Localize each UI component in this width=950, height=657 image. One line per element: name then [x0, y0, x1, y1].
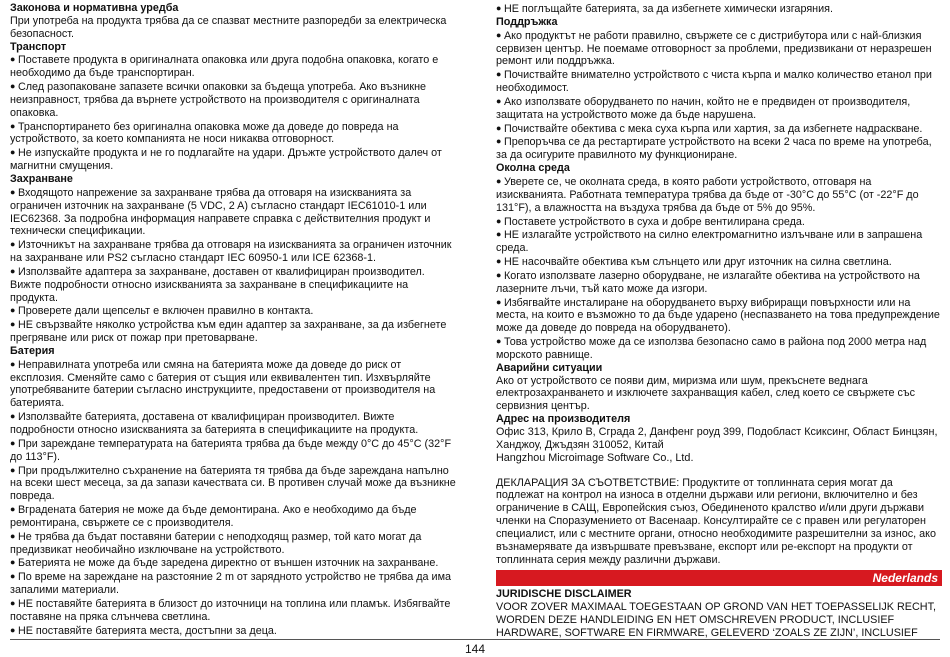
bullet-item: ● Поставете устройството в суха и добре вентилирана среда. — [496, 215, 942, 229]
bullet-item: ● Транспортирането без оригинална опаковка може да доведе до повреда на устройството, за което компанията не носи никаква отговорност. — [10, 120, 456, 147]
section-title-power: Захранване — [10, 172, 73, 185]
bullet-item: ● Това устройство може да се използва безопасно само в района под 2000 метра над морското равнище. — [496, 335, 942, 362]
paragraph-declaration: ДЕКЛАРАЦИЯ ЗА СЪОТВЕТСТВИЕ: Продуктите от топлинната серия могат да подлежат на контрол на износа в отделни държави или региони, включително и без ограничение в САЩ, Европейския съюз, Обединеното кралство и/или други държави членки на Споразумението от Васенаар. Консултирайте се с правен или регулаторен специалист, или с местните органи, относно необходимите разрешителни за износ, ако възнамерявате да извършвате превъзване, експорт или ре-експорт на продукти от топлинната серия между различни държави. — [496, 476, 936, 566]
section-title-disclaimer: JURIDISCHE DISCLAIMER — [496, 588, 632, 601]
bullet-item: ● Входящото напрежение за захранване трябва да отговаря на изискванията за ограничен източник на захранване (5 VDC, 2 A) съгласно стандарт IEC61010-1 или IEC62368. За подробна информация направете справка с действителния продукт и технически спецификации. — [10, 186, 456, 238]
spacer — [496, 465, 942, 477]
right-column — [496, 2, 942, 640]
bullet-item: ● Батерията не може да бъде заредена директно от външен източник на захранване. — [10, 556, 456, 570]
bullet-item: ● Почиствайте внимателно устройството с чиста кърпа и малко количество етанол при необходимост. — [496, 68, 942, 95]
bullet-item: ● При зареждане температурата на батерията трябва да бъде между 0°C до 45°C (32°F до 113°F). — [10, 437, 456, 464]
bullet-item: ● Когато използвате лазерно оборудване, не излагайте обектива на устройството на лазерните лъчи, тъй като може да изгори. — [496, 269, 942, 296]
bullet-item: ● Уверете се, че околната среда, в която работи устройството, отговаря на изискванията. Работната температура трябва да бъде от -30°C до 55°C (от -22°F до 131°F), а влажността на въздуха трябва да бъде от 5% до 95%. — [496, 175, 942, 215]
bullet-item: ● При продължително съхранение на батерията тя трябва да бъде зареждана напълно на всеки шест месеца, за да запази качествата си. В противен случай може да възникне повреда. — [10, 464, 456, 504]
bullet-item: ● НЕ поглъщайте батерията, за да избегнете химически изгаряния. — [496, 2, 942, 16]
bullet-item: ● Използвайте батерията, доставена от квалифициран производител. Вижте подробности относно изискванията за батерията в спецификациите на продукта. — [10, 410, 456, 437]
bullet-item: ● НЕ поставяйте батерията в близост до източници на топлина или пламък. Избягвайте поставяне на пряка слънчева светлина. — [10, 597, 456, 624]
bullet-item: ● Препоръчва се да рестартирате устройството на всеки 2 часа по време на употреба, за да осигурите правилното му функциониране. — [496, 135, 942, 162]
bullet-item: ● Вградената батерия не може да бъде демонтирана. Ако е необходимо да бъде ремонтирана, свържете се с производителя. — [10, 503, 456, 530]
bullet-item: ● Не трябва да бъдат поставяни батерии с неподходящ размер, той като могат да предизвикат необичайно изключване на устройството. — [10, 530, 456, 557]
company-name: Hangzhou Microimage Software Co., Ltd. — [496, 451, 694, 464]
bullet-item: ● НЕ насочвайте обектива към слънцето или друг източник на силна светлина. — [496, 255, 942, 269]
section-title-emergency: Аварийни ситуации — [496, 361, 603, 374]
paragraph-emergency: Ако от устройството се появи дим, миризма или шум, прекъснете веднага електрозахранването и изключете захранващия кабел, след което се свържете със сервизния център. — [496, 374, 916, 413]
bullet-item: ● Почиствайте обектива с мека суха кърпа или хартия, за да избегнете надраскване. — [496, 122, 942, 136]
section-title-maintenance: Поддръжка — [496, 15, 558, 28]
bullet-item: ● По време на зареждане на разстояние 2 m от зарядното устройство не трябва да има запалими материали. — [10, 570, 456, 597]
section-title-manufacturer-address: Адрес на производителя — [496, 413, 631, 426]
paragraph-disclaimer: VOOR ZOVER MAXIMAAL TOEGESTAAN OP GROND VAN HET TOEPASSELIJK RECHT, WORDEN DEZE HANDLEIDING EN HET OMSCHREVEN PRODUCT, INCLUSIEF HARDWARE, SOFTWARE EN FIRMWARE, GELEVERD ‘ZOALS ZE ZIJN’, INCLUSIEF — [496, 601, 936, 639]
address-line: Офис 313, Крило В, Сграда 2, Данфенг роуд 399, Подобласт Ксиксинг, Област Бинцзян, Ханджоу, Джъдзян 310052, Китай — [496, 426, 938, 451]
bullet-item: ● Използвайте адаптера за захранване, доставен от квалифициран производител. Вижте подробности относно изискванията за захранване в спецификациите на продукта. — [10, 265, 456, 305]
bullet-item: ● НЕ свързвайте няколко устройства към един адаптер за захранване, за да избегнете прегряване или риск от пожар при претоварване. — [10, 318, 456, 345]
left-column — [10, 2, 456, 638]
page-number: 144 — [464, 642, 486, 656]
section-title-battery: Батерия — [10, 344, 55, 357]
paragraph-legal: При употреба на продукта трябва да се спазват местните разпоредби за електрическа безопасност. — [10, 14, 447, 40]
bullet-item: ● Неправилната употреба или смяна на батерията може да доведе до риск от експлозия. Сменяйте само с батерия от същия или еквивалентен тип. Изхвърляйте употребяваните батерии съгласно инструкциите, предоставени от производителя на батерията. — [10, 358, 456, 410]
language-banner: Nederlands — [496, 570, 942, 586]
footer-divider — [10, 639, 940, 640]
section-title-transport: Транспорт — [10, 40, 67, 53]
bullet-item: ● Ако използвате оборудването по начин, който не е предвиден от производителя, защитата на устройството може да бъде нарушена. — [496, 95, 942, 122]
bullet-item: ● Проверете дали щепсельт е включен правилно в контакта. — [10, 304, 456, 318]
section-title-legal: Законова и нормативна уредба — [10, 2, 179, 14]
section-title-environment: Околна среда — [496, 162, 570, 175]
bullet-item: ● Поставете продукта в оригиналната опаковка или друга подобна опаковка, когато е необходимо да бъде транспортиран. — [10, 53, 456, 80]
bullet-item: ● НЕ поставяйте батерията места, достъпни за деца. — [10, 624, 456, 638]
bullet-item: ● Ако продуктът не работи правилно, свържете се с дистрибутора или с най-близкия сервизен център. Не поемаме отговорност за проблеми, предизвикани от неразрешен ремонт или поддръжка. — [496, 29, 942, 69]
bullet-item: ● Не изпускайте продукта и не го подлагайте на удари. Дръжте устройството далеч от магнитни смущения. — [10, 146, 456, 173]
bullet-item: ● Избягвайте инсталиране на оборудването върху вибриращи повърхности или на места, на които е възможно то да бъде ударено (неспазването на това предупреждение може да доведе до повреда на оборудването). — [496, 296, 942, 336]
bullet-item: ● НЕ излагайте устройството на силно електромагнитно излъчване или в запрашена среда. — [496, 228, 942, 255]
bullet-item: ● Източникът на захранване трябва да отговаря на изискванията за ограничен източник на захранване или PS2 съгласно стандарт IEC 60950-1 или ICE 62368-1. — [10, 238, 456, 265]
bullet-item: ● След разопаковане запазете всички опаковки за бъдеща употреба. Ако възникне неизправност, трябва да върнете устройството на производителя с оригиналната опаковка. — [10, 80, 456, 120]
